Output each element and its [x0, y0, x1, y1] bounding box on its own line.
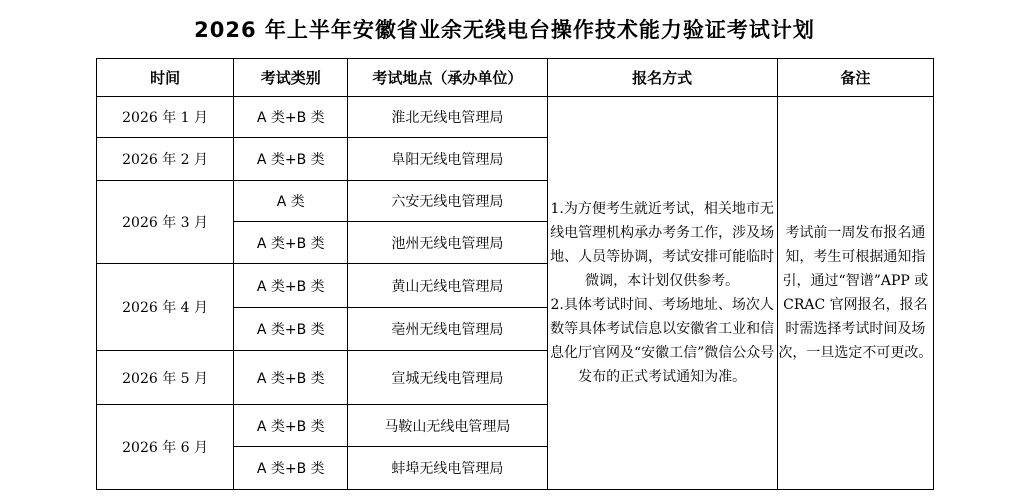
category-cell: A 类+B 类: [234, 447, 348, 490]
header-registration: 报名方式: [547, 59, 777, 97]
category-cell: A 类+B 类: [234, 308, 348, 351]
month-cell: 2026 年 4 月: [97, 264, 234, 351]
location-cell: 蚌埠无线电管理局: [348, 447, 547, 490]
notes-cell: 考试前一周发布报名通知，考生可根据通知指引，通过“智谱”APP 或 CRAC 官网报名，报名时需选择考试时间及场次，一旦选定不可更改。: [777, 97, 933, 490]
table-header-row: [97, 59, 934, 97]
registration-paragraph-2: 2.具体考试时间、考场地址、场次人数等具体考试信息以安徽省工业和信息化厅官网及“安徽工信”微信公众号发布的正式考试通知为准。: [549, 297, 775, 385]
category-cell: A 类+B 类: [234, 405, 348, 447]
month-cell: 2026 年 1 月: [97, 97, 234, 138]
month-cell: 2026 年 6 月: [97, 405, 234, 490]
registration-paragraph-1: 1.为方便考生就近考试，相关地市无线电管理机构承办考务工作，涉及场地、人员等协调，考试安排可能临时微调，本计划仅供参考。: [550, 201, 775, 289]
location-cell: 淮北无线电管理局: [348, 97, 547, 138]
document-title: 2026 年上半年安徽省业余无线电台操作技术能力验证考试计划: [194, 18, 815, 42]
location-cell: 阜阳无线电管理局: [348, 138, 547, 181]
category-cell: A 类+B 类: [234, 97, 348, 138]
header-category: 考试类别: [234, 59, 348, 97]
category-cell: A 类+B 类: [234, 351, 348, 405]
month-cell: 2026 年 5 月: [97, 351, 234, 405]
header-time: 时间: [97, 59, 234, 97]
location-cell: 池州无线电管理局: [348, 222, 547, 264]
table-row: [97, 97, 934, 138]
location-cell: 宣城无线电管理局: [348, 351, 547, 405]
location-cell: 六安无线电管理局: [348, 181, 547, 222]
category-cell: A 类+B 类: [234, 264, 348, 308]
category-cell: A 类: [234, 181, 348, 222]
location-cell: 黄山无线电管理局: [348, 264, 547, 308]
location-cell: 马鞍山无线电管理局: [348, 405, 547, 447]
category-cell: A 类+B 类: [234, 222, 348, 264]
category-cell: A 类+B 类: [234, 138, 348, 181]
header-notes: 备注: [777, 59, 933, 97]
exam-plan-table: [96, 58, 934, 490]
month-cell: 2026 年 2 月: [97, 138, 234, 181]
registration-cell: [547, 97, 777, 490]
header-location: 考试地点（承办单位）: [348, 59, 547, 97]
location-cell: 亳州无线电管理局: [348, 308, 547, 351]
month-cell: 2026 年 3 月: [97, 181, 234, 264]
